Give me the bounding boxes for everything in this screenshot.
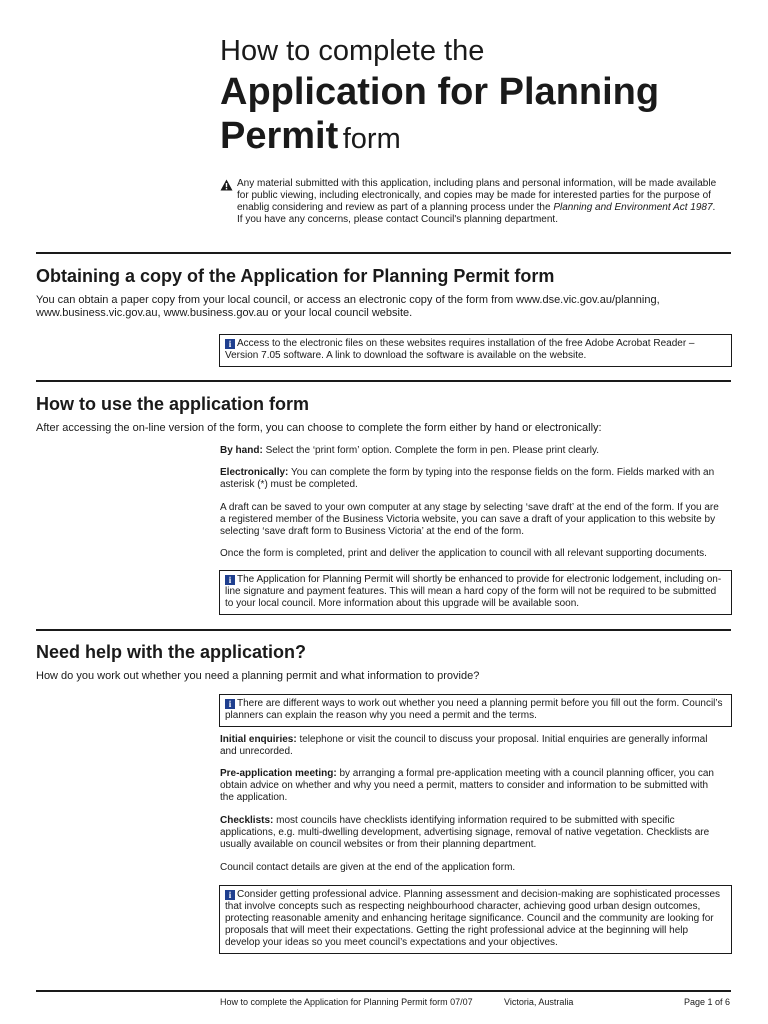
info-icon: i [225,699,235,709]
draft-paragraph: A draft can be saved to your own computer at any stage by selecting ‘save draft’ at the end of the form. If you are a registered member of the Business Victoria website, you can save a draft of your application to this website by selecting ‘save draft form to Business Victoria’ at the end of the form. [220,502,719,537]
warning-text-after: . If you have any concerns, please contact Council's planning department. [237,202,716,225]
note-electronic-lodgement-text: The Application for Planning Permit will shortly be enhanced to provide for electronic lodgement, including on-line signature and payment features. This will mean a hard copy of the form will not be required to be submitted to your local council. More information about this upgrade will be available soon. [225,574,722,609]
title-permit: Permit [220,115,339,157]
warning-text-before: Any material submitted with this application, including plans and personal information, will be made available for public viewing, including electronically, and copies may be made for interested parties for the purpose of enablig considering and review as part of a planning process under the [237,178,717,213]
pre-application-paragraph [220,768,720,804]
footer-page-number: Page 1 of 6 [683,997,730,1007]
warning-icon [220,179,233,191]
electronically-label: Electronically: [220,467,289,478]
by-hand-label: By hand: [220,445,263,456]
warning-notice [220,178,720,226]
by-hand-paragraph [220,445,720,457]
electronically-text: You can complete the form by typing into the response fields on the form. Fields marked with an asterisk (*) must be completed. [220,467,715,490]
once-completed-paragraph: Once the form is completed, print and deliver the application to council with all relevant supporting documents. [220,548,707,559]
pre-application-label: Pre-application meeting: [220,768,337,779]
note-permit-ways-text: There are different ways to work out whether you need a planning permit before you fill out the form. Council’s planners can explain the reason why you need a permit and the terms. [225,698,723,721]
info-icon: i [225,339,235,349]
warning-act: Planning and Environment Act 1987 [553,202,713,213]
divider-3 [36,629,731,631]
footer-doc-title: How to complete the Application for Planning Permit form 07/07 [220,997,473,1007]
heading-how-to-use: How to use the application form [36,394,310,414]
note-permit-ways [219,694,732,727]
contact-details-paragraph: Council contact details are given at the end of the application form. [220,862,516,873]
note-professional-advice [219,885,732,954]
info-icon: i [225,575,235,585]
checklists-text: most councils have checklists identifying information required to be submitted with specific applications, e.g. multi-dwelling development, advertising signage, removal of native vegetation. Checklists are usually available on council websites or from their planning department. [220,815,710,850]
initial-enquiries-paragraph [220,734,720,758]
title-line-2: Application for Planning [220,71,660,113]
footer-location: Victoria, Australia [504,997,574,1007]
need-help-intro: How do you work out whether you need a planning permit and what information to provide? [36,670,480,682]
title-line-3 [220,114,401,166]
note-professional-advice-text: Consider getting professional advice. Planning assessment and decision-making are sophisticated processes that involve concepts such as respecting neighbourhood character, achieving good urban design outcomes, protecting reasonable amenity and enhancing heritage significance. Council and the community are looking for proposals that will meet their expectations. Getting the right professional advice at the beginning will help develop your ideas so you meet council’s expectations and your objectives. [225,889,721,948]
electronically-paragraph [220,467,720,491]
checklists-paragraph [220,815,720,851]
info-icon: i [225,890,235,900]
checklists-label: Checklists: [220,815,274,826]
pre-application-text: by arranging a formal pre-application meeting with a council planning officer, you can obtain advice on whether and why you need a permit, matters to consider and information to be submitted with the application. [220,768,714,803]
heading-obtaining-copy: Obtaining a copy of the Application for Planning Permit form [36,266,555,286]
how-to-use-intro: After accessing the on-line version of the form, you can choose to complete the form either by hand or electronically: [36,422,602,434]
title-form: form [342,123,401,155]
note-electronic-lodgement [219,570,732,615]
divider-1 [36,252,731,254]
heading-need-help: Need help with the application? [36,642,307,662]
initial-enquiries-text: telephone or visit the council to discuss your proposal. Initial enquiries are generally informal and unrecorded. [220,734,708,757]
title-line-1: How to complete the [220,35,485,67]
note-acrobat [219,334,732,367]
footer-divider [36,990,731,992]
initial-enquiries-label: Initial enquiries: [220,734,297,745]
by-hand-text: Select the ‘print form’ option. Complete the form in pen. Please print clearly. [265,445,600,456]
note-acrobat-text: Access to the electronic files on these websites requires installation of the free Adobe Acrobat Reader – Version 7.05 software. A link to download the software is available on the website. [225,338,695,361]
divider-2 [36,380,731,382]
obtaining-body: You can obtain a paper copy from your local council, or access an electronic copy of the form from www.dse.vic.gov.au/planning, www.business.vic.gov.au, www.business.gov.au or your local council website. [36,294,660,319]
